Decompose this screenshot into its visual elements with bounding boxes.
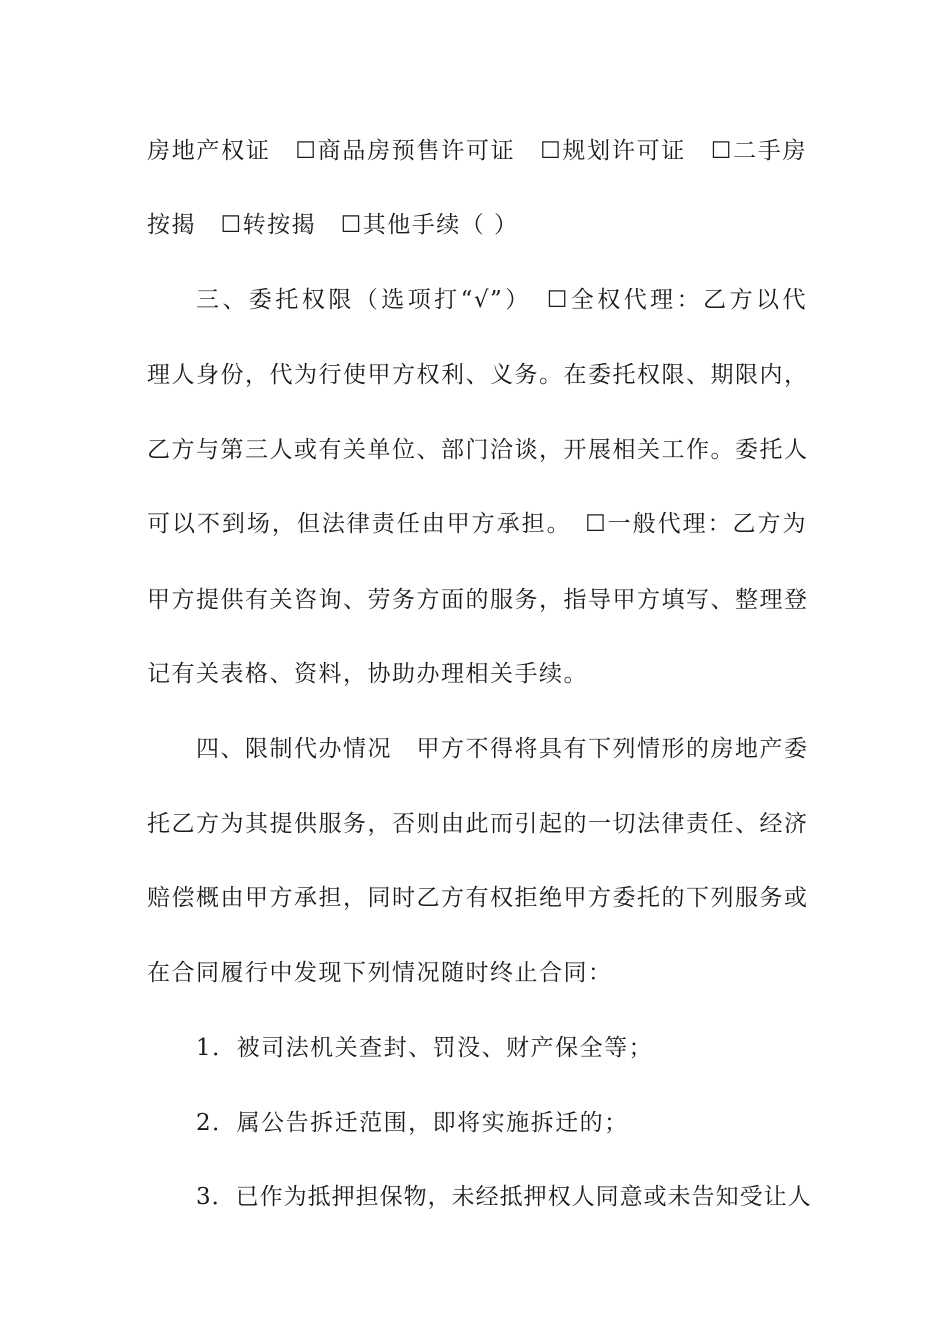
text-line-7: 甲方提供有关咨询、劳务方面的服务，指导甲方填写、整理登 bbox=[147, 587, 809, 613]
text-line-6: 可以不到场，但法律责任由甲方承担。 ☐一般代理：乙方为 bbox=[147, 511, 807, 537]
text-line-4: 理人身份，代为行使甲方权利、义务。在委托权限、期限内， bbox=[147, 362, 809, 388]
text-line-2: 按揭 ☐转按揭 ☐其他手续（ ） bbox=[147, 212, 519, 238]
text-line-8: 记有关表格、资料，协助办理相关手续。 bbox=[147, 661, 588, 687]
text-line-12: 在合同履行中发现下列情况随时终止合同： bbox=[147, 960, 613, 986]
text-line-10: 托乙方为其提供服务，否则由此而引起的一切法律责任、经济 bbox=[147, 811, 809, 837]
list-item-2: 2．属公告拆迁范围，即将实施拆迁的； bbox=[196, 1110, 629, 1136]
section-three-heading: 三、委托权限（选项打“√”） ☐全权代理：乙方以代 bbox=[196, 287, 807, 313]
text-line-11: 赔偿概由甲方承担，同时乙方有权拒绝甲方委托的下列服务或 bbox=[147, 885, 809, 911]
list-item-1: 1．被司法机关查封、罚没、财产保全等； bbox=[196, 1035, 654, 1061]
section-four-heading: 四、限制代办情况 甲方不得将具有下列情形的房地产委 bbox=[196, 736, 809, 762]
text-line-1: 房地产权证 ☐商品房预售许可证 ☐规划许可证 ☐二手房 bbox=[147, 138, 807, 164]
text-line-5: 乙方与第三人或有关单位、部门洽谈，开展相关工作。委托人 bbox=[147, 437, 809, 463]
list-item-3: 3．已作为抵押担保物，未经抵押权人同意或未告知受让人 bbox=[196, 1184, 812, 1210]
